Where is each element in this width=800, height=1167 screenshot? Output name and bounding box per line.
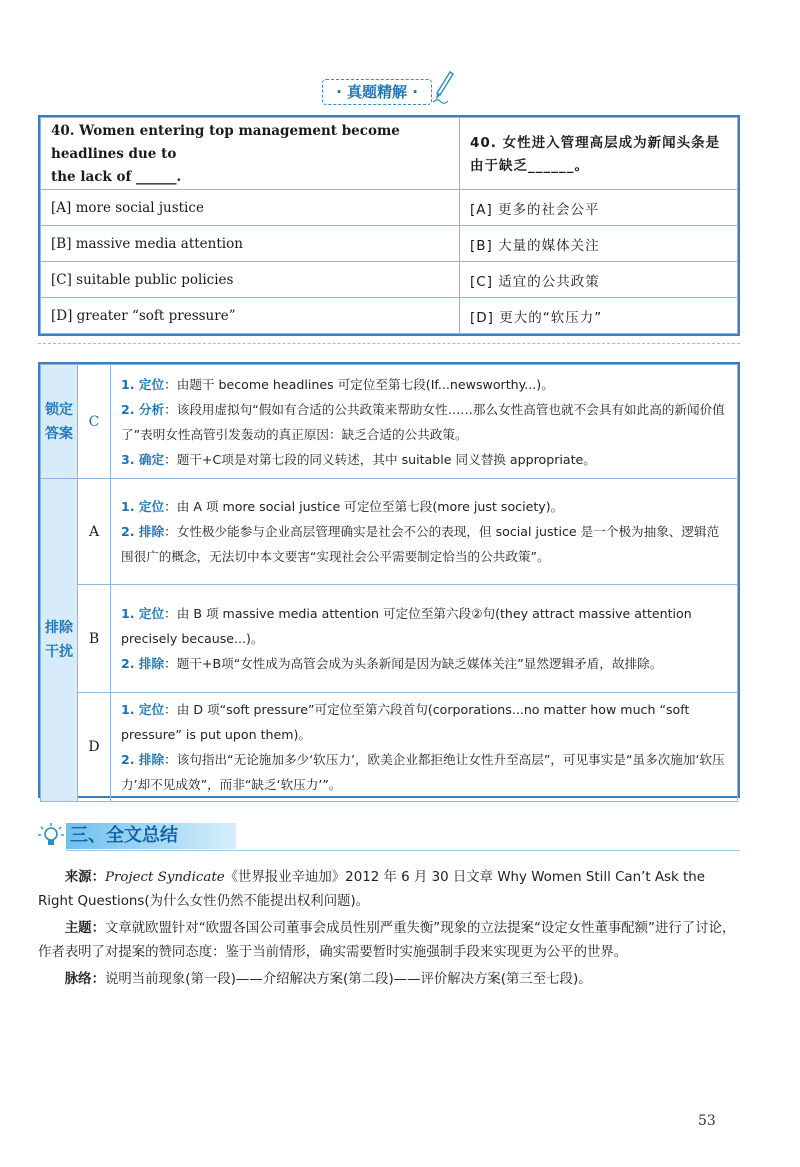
option-c-en: [C] suitable public policies: [41, 262, 460, 298]
point-text: ：题干+B项“女性成为高管会成为头条新闻是因为缺乏媒体关注”显然逻辑矛盾，故排除。: [164, 656, 663, 671]
point-label: 1. 定位: [121, 702, 165, 717]
elim-body-a: [111, 479, 738, 585]
section-heading: [38, 817, 740, 853]
summary-block: [38, 866, 740, 995]
stem-cn-line1: 40. 女性进入管理高层成为新闻头条是: [470, 134, 721, 151]
point-label: 1. 定位: [121, 376, 165, 392]
answer-letter: C: [78, 365, 111, 479]
section-title: 三、全文总结: [70, 825, 178, 846]
theme-label: 主题：: [64, 921, 105, 936]
lock-answer-text: 锁定答案: [45, 401, 73, 442]
option-a-en: [A] more social justice: [41, 190, 460, 226]
point-label: 3. 确定: [121, 451, 165, 467]
elim-point: [121, 747, 727, 797]
pen-icon: [432, 71, 454, 105]
lock-answer-label: [41, 365, 78, 479]
question-stem-cn: [460, 118, 738, 190]
elim-point: [121, 494, 727, 519]
eliminate-label: [41, 479, 78, 802]
option-b-en: [B] massive media attention: [41, 226, 460, 262]
theme-text: 文章就欧盟针对“欧盟各国公司董事会成员性别严重失衡”现象的立法提案“设定女性董事配额”进行了讨论，作者表明了对提案的赞同态度：鉴于当前情形，确实需要暂时实施强制手段来实现更为公平的世界。: [38, 921, 736, 960]
question-table: [38, 115, 740, 336]
lightbulb-icon: [38, 823, 64, 851]
point-label: 1. 定位: [121, 499, 165, 514]
dashed-divider: [38, 343, 740, 344]
elim-point: [121, 651, 727, 676]
point-label: 2. 排除: [121, 656, 165, 671]
point-text: ：该句指出“无论施加多少‘软压力’，欧美企业都拒绝让女性升至高层”，可见事实是“虽多次施加‘软压力’却不见成效”，而非“缺乏‘软压力’”。: [121, 752, 725, 792]
option-d-en: [D] greater “soft pressure”: [41, 298, 460, 334]
point-text: ：由 D 项“soft pressure”可定位至第六段首句(corporations...no matter how much “soft pressure” is put upon them)。: [121, 702, 690, 742]
elim-letter-a: A: [78, 479, 111, 585]
context-label: 脉络：: [64, 972, 105, 987]
option-a-cn: [A] 更多的社会公平: [460, 190, 738, 226]
elim-point: [121, 601, 727, 651]
elim-point: [121, 697, 727, 747]
point-text: ：该段用虚拟句“假如有合适的公共政策来帮助女性……那么女性高管也就不会具有如此高的新闻价值了”表明女性高管引发轰动的真正原因：缺乏合适的公共政策。: [121, 401, 725, 442]
question-stem-en: [41, 118, 460, 190]
elim-point: [121, 519, 727, 569]
source-label: 来源：: [64, 870, 105, 885]
summary-theme: [38, 917, 740, 965]
page-number: 53: [698, 1113, 716, 1129]
analysis-table: [38, 362, 740, 798]
badge-label: · 真题精解 ·: [322, 79, 432, 105]
elim-letter-d: D: [78, 693, 111, 802]
lock-answer-body: [111, 365, 738, 479]
elim-letter-b: B: [78, 585, 111, 693]
option-b-cn: [B] 大量的媒体关注: [460, 226, 738, 262]
option-c-cn: [C] 适宜的公共政策: [460, 262, 738, 298]
stem-en-line2: the lack of ______.: [51, 169, 182, 185]
lock-point: [121, 372, 727, 397]
stem-en-line1: 40. Women entering top management become headlines due to: [51, 123, 400, 162]
point-text: ：由 A 项 more social justice 可定位至第七段(more just society)。: [164, 499, 564, 514]
elim-body-b: [111, 585, 738, 693]
source-text: 《世界报业辛迪加》2012 年 6 月 30 日文章 Why Women Still Can’t Ask the Right Questions(为什么女性仍然不能提出权利问题)。: [38, 870, 705, 909]
lock-point: [121, 447, 727, 472]
point-label: 2. 排除: [121, 752, 165, 767]
lock-point: [121, 397, 727, 447]
eliminate-text: 排除干扰: [45, 620, 73, 660]
section-badge: [322, 79, 452, 105]
summary-context: [38, 968, 740, 992]
point-text: ：由题干 become headlines 可定位至第七段(If...newsworthy...)。: [164, 376, 554, 392]
point-text: ：女性极少能参与企业高层管理确实是社会不公的表现，但 social justice 是一个极为抽象、逻辑范围很广的概念，无法切中本文要害“实现社会公平需要制定恰当的公共政策”。: [121, 524, 720, 564]
point-label: 1. 定位: [121, 606, 165, 621]
stem-cn-line2: 由于缺乏______。: [470, 157, 589, 174]
heading-rule: [66, 850, 740, 851]
point-text: ：由 B 项 massive media attention 可定位至第六段②句(they attract massive attention precisely because...)。: [121, 606, 692, 646]
point-label: 2. 分析: [121, 401, 165, 417]
context-text: 说明当前现象(第一段)——介绍解决方案(第二段)——评价解决方案(第三至七段)。: [104, 972, 592, 987]
point-label: 2. 排除: [121, 524, 165, 539]
source-publication: Project Syndicate: [104, 870, 225, 885]
point-text: ：题干+C项是对第七段的同义转述，其中 suitable 同义替换 appropriate。: [164, 451, 596, 467]
summary-source: [38, 866, 740, 914]
option-d-cn: [D] 更大的“软压力”: [460, 298, 738, 334]
elim-body-d: [111, 693, 738, 802]
